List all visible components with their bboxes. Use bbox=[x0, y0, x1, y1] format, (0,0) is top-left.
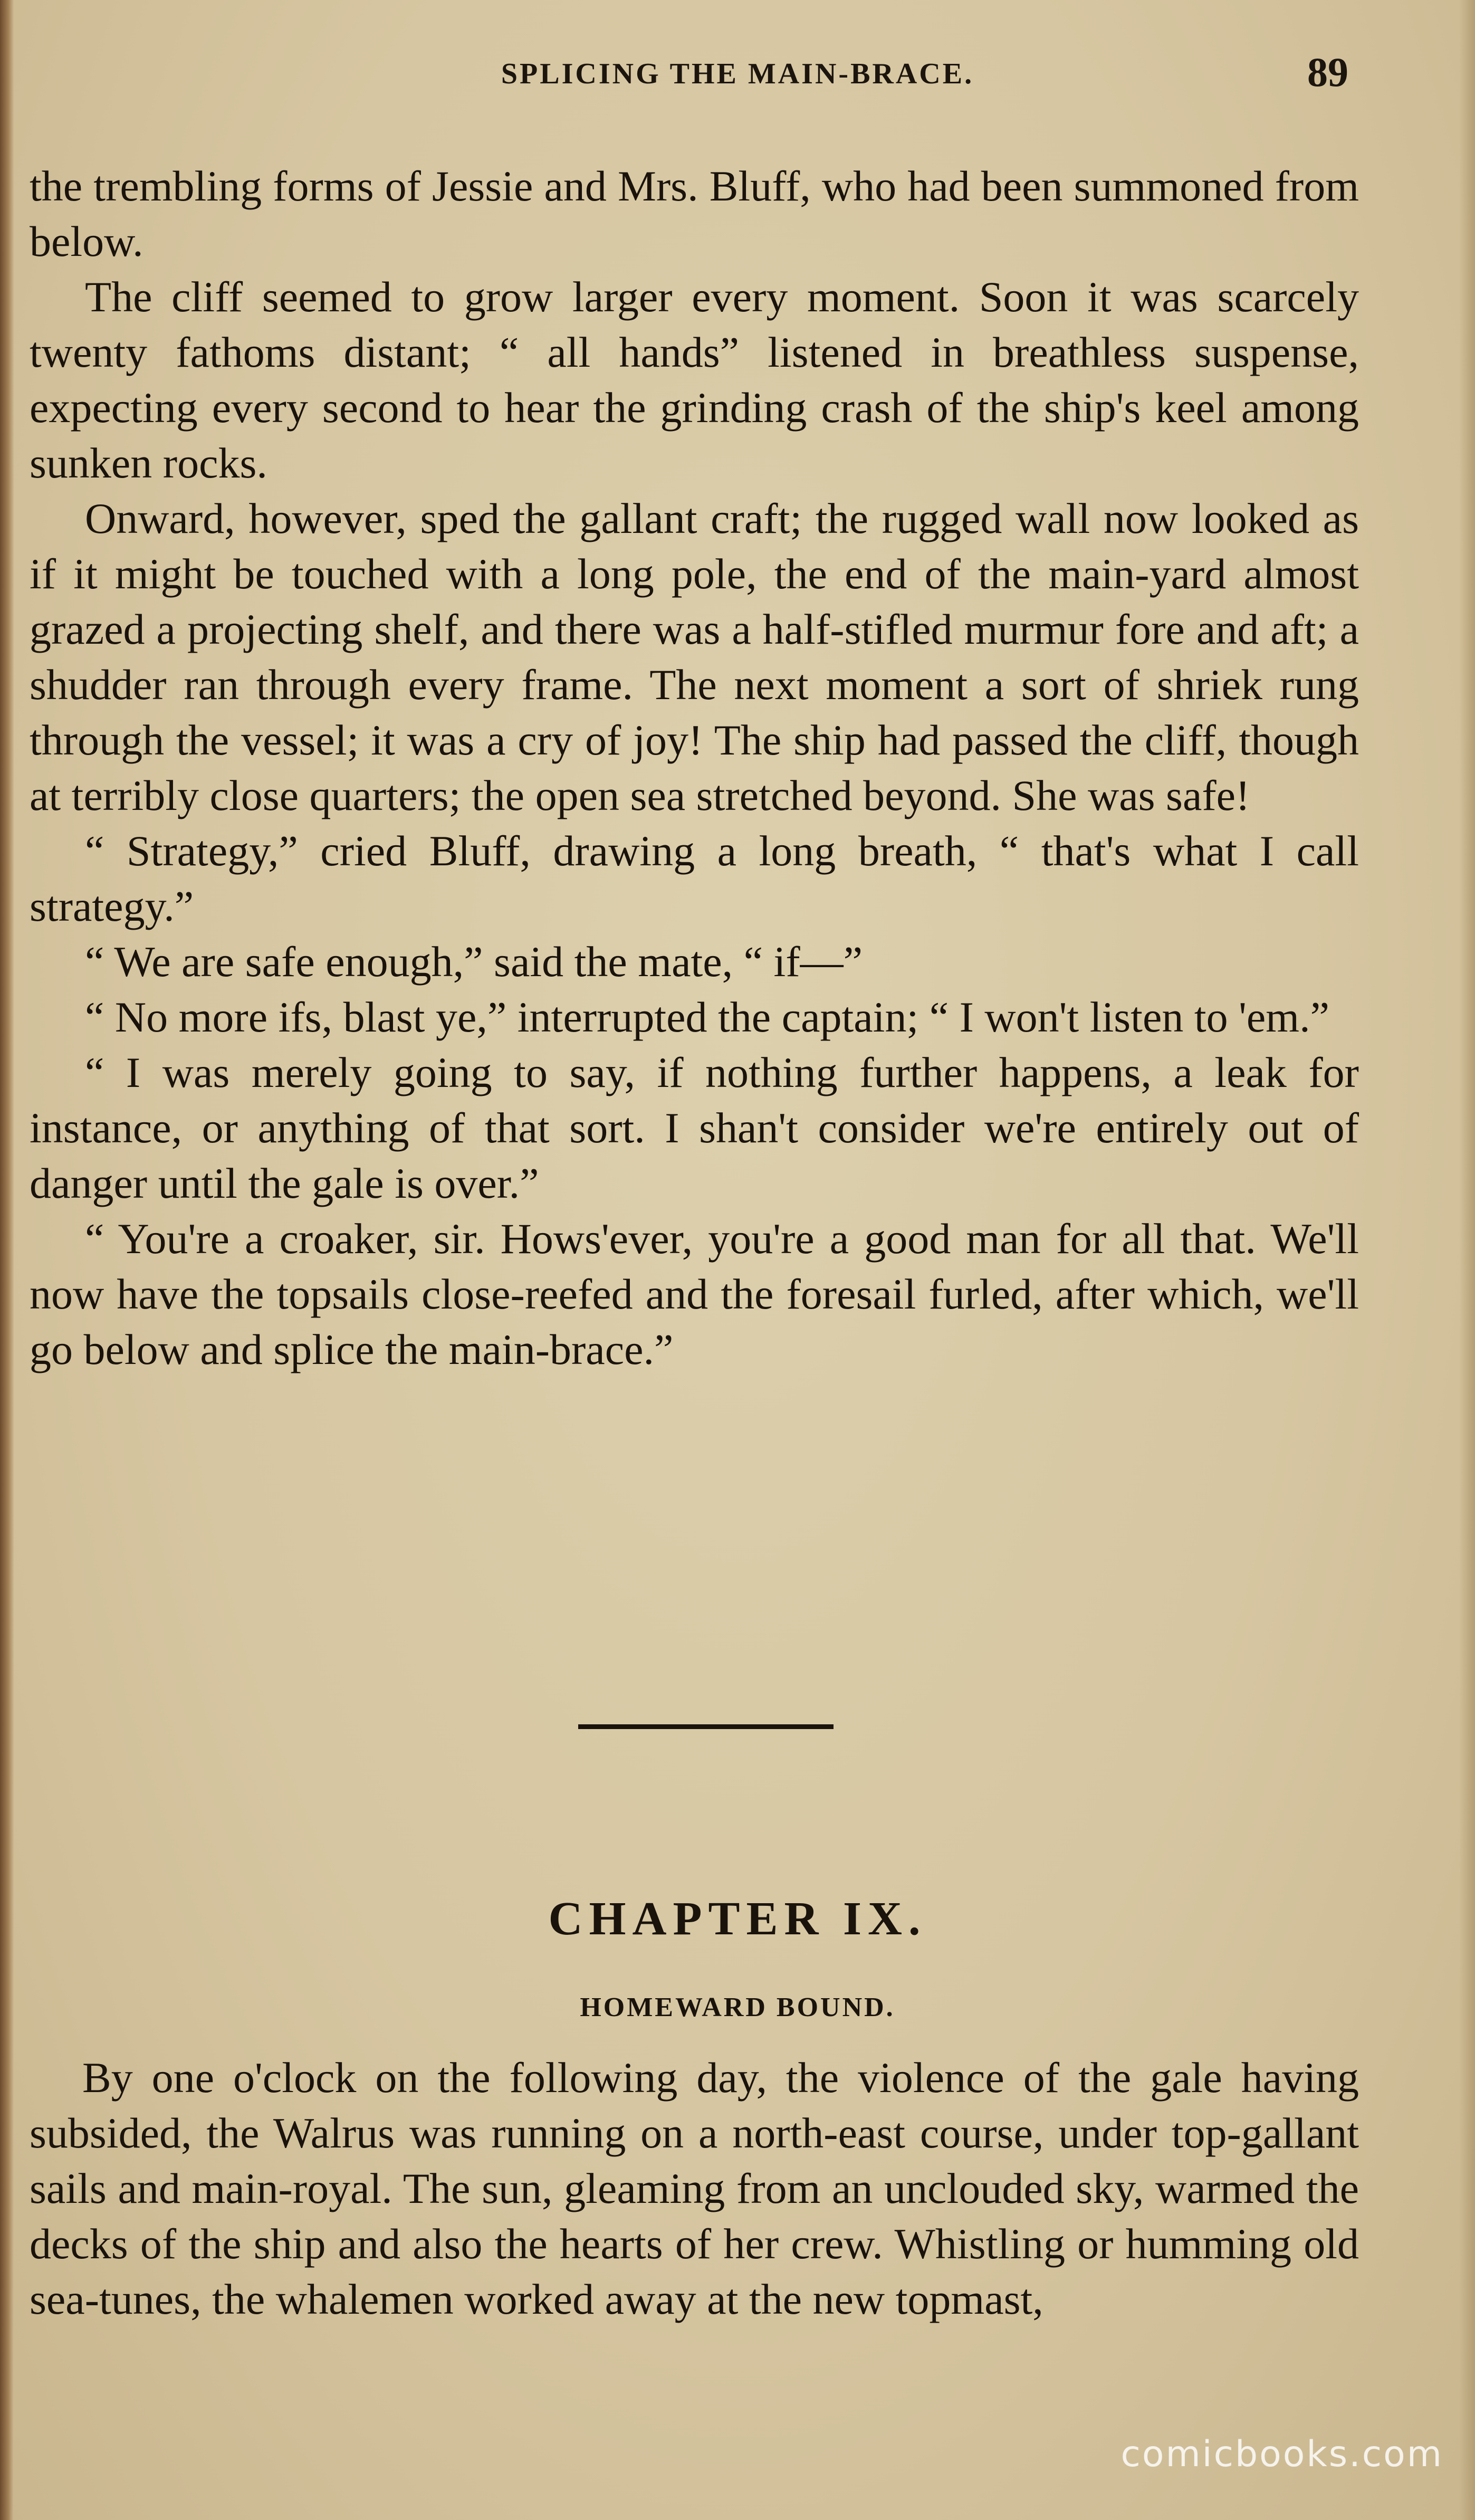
watermark: comicbooks.com bbox=[1120, 2433, 1443, 2475]
paragraph: the trembling forms of Jessie and Mrs. Bluff, who had been summoned from below. bbox=[30, 162, 1359, 265]
chapter-subtitle: HOMEWARD BOUND. bbox=[580, 1992, 895, 2022]
paragraph: “ We are safe enough,” said the mate, “ if—” bbox=[85, 938, 863, 986]
paragraph: “ No more ifs, blast ye,” interrupted the captain; “ I won't listen to 'em.” bbox=[85, 993, 1329, 1041]
paragraph: “ You're a croaker, sir. Hows'ever, you're a good man for all that. We'll now have the topsails close-reefed and the foresail furled, after which, we'll go below and splice the main-brace.” bbox=[30, 1215, 1359, 1373]
page-edge-shadow bbox=[1459, 0, 1475, 2520]
paragraph: Onward, however, sped the gallant craft; the rugged wall now looked as if it might be touched with a long pole, the end of the main-yard almost grazed a projecting shelf, and there was a half-stifled murmur fore and aft; a shudder ran through every frame. The next moment a sort of shriek rung through the vessel; it was a cry of joy! The ship had passed the cliff, though at terribly close quarters; the open sea stretched beyond. She was safe! bbox=[30, 494, 1359, 819]
binding-edge bbox=[0, 0, 14, 2520]
running-title: SPLICING THE MAIN-BRACE. bbox=[501, 58, 974, 90]
body-text bbox=[30, 158, 1359, 1377]
chapter-opening-paragraph: By one o'clock on the following day, the violence of the gale having subsided, the Walrus was running on a north-east course, under top-gallant sails and main-royal. The sun, gleaming from an unclouded sky, warmed the decks of the ship and also the hearts of her crew. Whistling or humming old sea-tunes, the whalemen worked away at the new topmast, bbox=[30, 2054, 1359, 2323]
section-divider bbox=[578, 1724, 834, 1729]
paragraph: “ I was merely going to say, if nothing further happens, a leak for instance, or anything of that sort. I shan't consider we're entirely out of danger until the gale is over.” bbox=[30, 1048, 1359, 1207]
paragraph: “ Strategy,” cried Bluff, drawing a long breath, “ that's what I call strategy.” bbox=[30, 827, 1359, 930]
page-number: 89 bbox=[1307, 49, 1348, 95]
paragraph: The cliff seemed to grow larger every moment. Soon it was scarcely twenty fathoms distant; “ all hands” listened in breathless suspense, expecting every second to hear the grinding crash of the ship's keel among sunken rocks. bbox=[30, 273, 1359, 487]
chapter-title: CHAPTER IX. bbox=[548, 1893, 927, 1945]
chapter-text bbox=[30, 2050, 1359, 2327]
